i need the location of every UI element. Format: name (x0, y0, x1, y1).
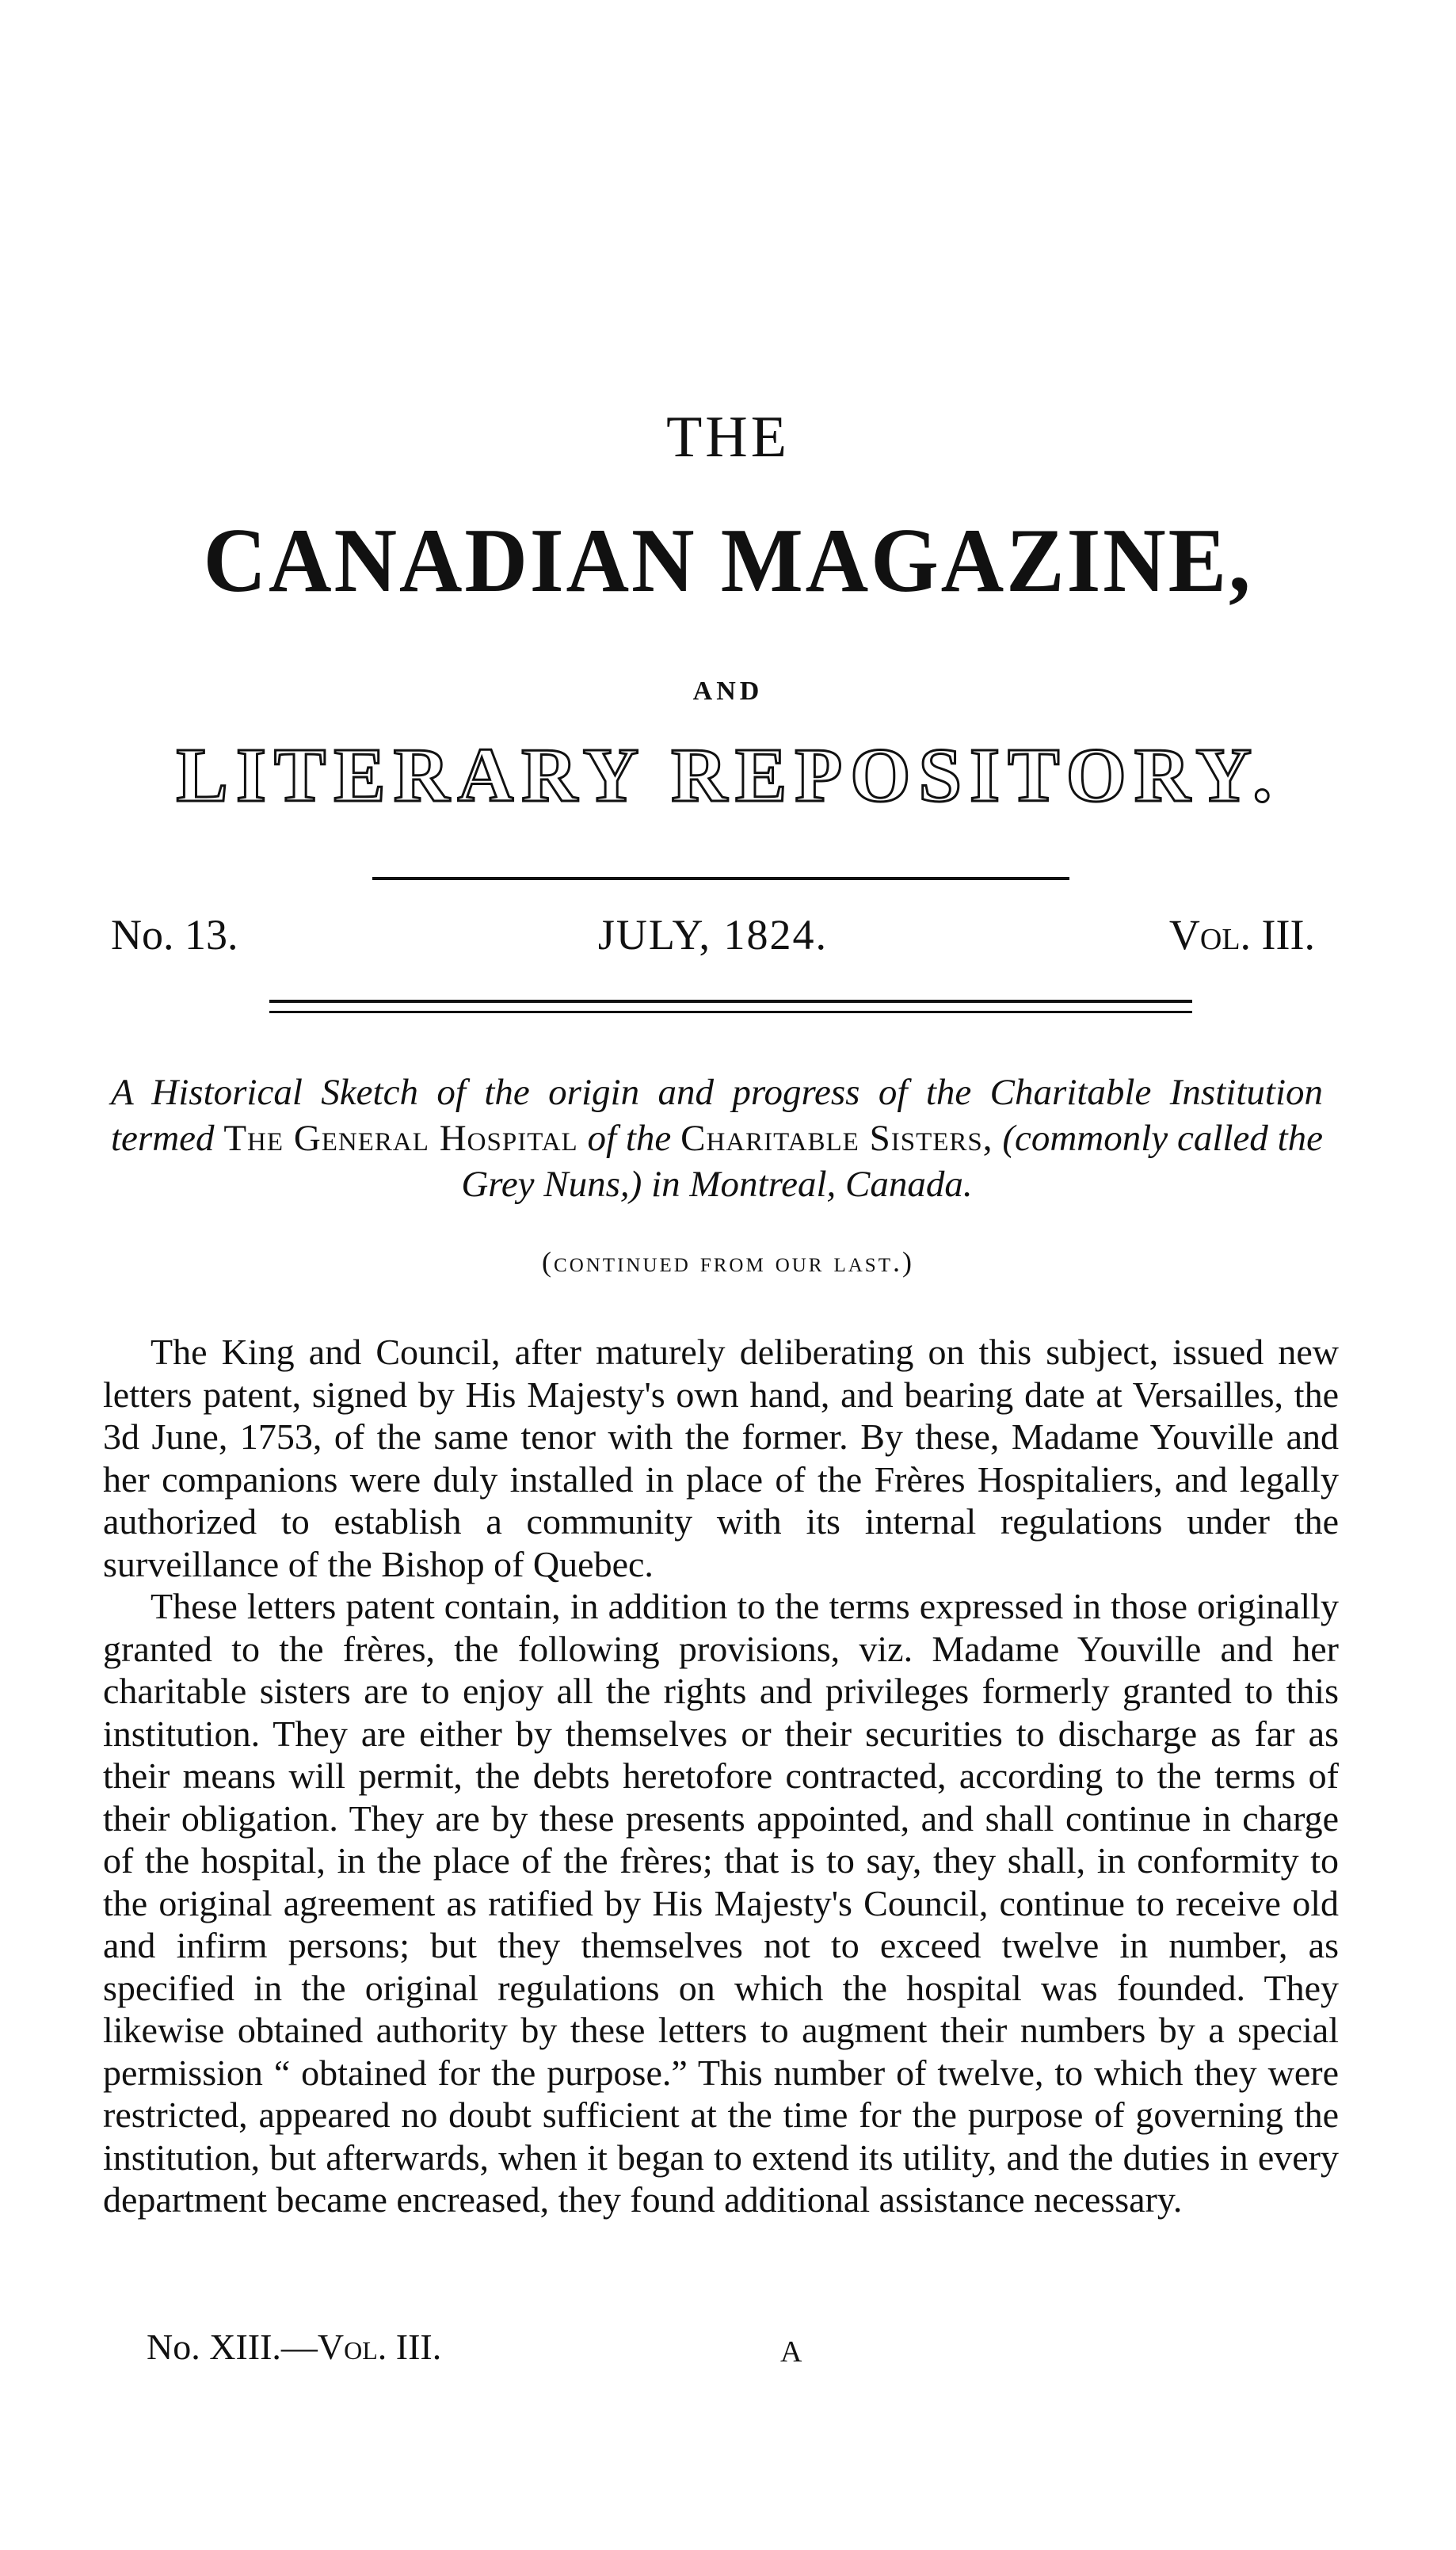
printer-signature-mark: A (780, 2335, 802, 2369)
issue-number: No. 13. (111, 911, 238, 959)
heading-text-2: of the (587, 1118, 672, 1159)
heading-text-1: A Historical Sketch of the origin and progress of the Charitable Institution termed (111, 1072, 1323, 1159)
continued-note: (continued from our last.) (542, 1246, 914, 1278)
double-rule (269, 1000, 1192, 1013)
title-rule (372, 877, 1069, 880)
heading-order-name: Charitable Sisters, (680, 1118, 993, 1159)
masthead-the: THE (666, 405, 790, 470)
article-body (103, 1331, 1339, 2221)
magazine-subtitle: LITERARY REPOSITORY. (176, 733, 1280, 818)
footer-number: No. XIII.— (147, 2327, 318, 2367)
heading-institution-name: The General Hospital (223, 1118, 578, 1159)
issue-info-row (111, 913, 1315, 969)
paragraph-1: The King and Council, after maturely deliberating on this subject, issued new letters patent, signed by His Majesty's own hand, and bearing date at Versailles, the 3d June, 1753, of the same tenor with the former. By these, Madame Youville and her companions were duly installed in place of the Frères Hospitaliers, and legally authorized to establish a community with its internal regulations under the surveillance of the Bishop of Quebec. (103, 1332, 1339, 1584)
footer-volume: Vol. III. (317, 2327, 442, 2367)
issue-volume: Vol. III. (1168, 911, 1315, 959)
page-footer (147, 2329, 441, 2365)
article-heading (111, 1069, 1323, 1207)
paragraph-2: These letters patent contain, in addition to the terms expressed in those originally granted to the frères, the following provisions, viz. Madame Youville and her charitable sisters are to enjoy all the rights and privileges formerly granted to this institution. They are either by themselves or their securities to discharge as far as their means will permit, the debts heretofore contracted, according to the terms of their obligation. They are by these presents appointed, and shall continue in charge of the hospital, in the place of the frères; that is to say, they shall, in conformity to the original agreement as ratified by His Majesty's Council, continue to receive old and infirm persons; but they themselves not to exceed twelve in number, as specified in the original regulations on which the hospital was founded. They likewise obtained authority by these letters to augment their numbers by a special permission “ obtained for the purpose.” This number of twelve, to which they were restricted, appeared no doubt sufficient at the time for the purpose of governing the institution, but afterwards, when it began to extend its utility, and the duties in every department became encreased, they found additional assistance necessary. (103, 1586, 1339, 2220)
masthead-and: AND (692, 677, 764, 706)
issue-date: JULY, 1824. (597, 911, 829, 959)
heading-text-3: (commonly called the Grey Nuns,) in Montreal, Canada. (461, 1118, 1324, 1205)
magazine-title: CANADIAN MAGAZINE, (203, 510, 1253, 612)
